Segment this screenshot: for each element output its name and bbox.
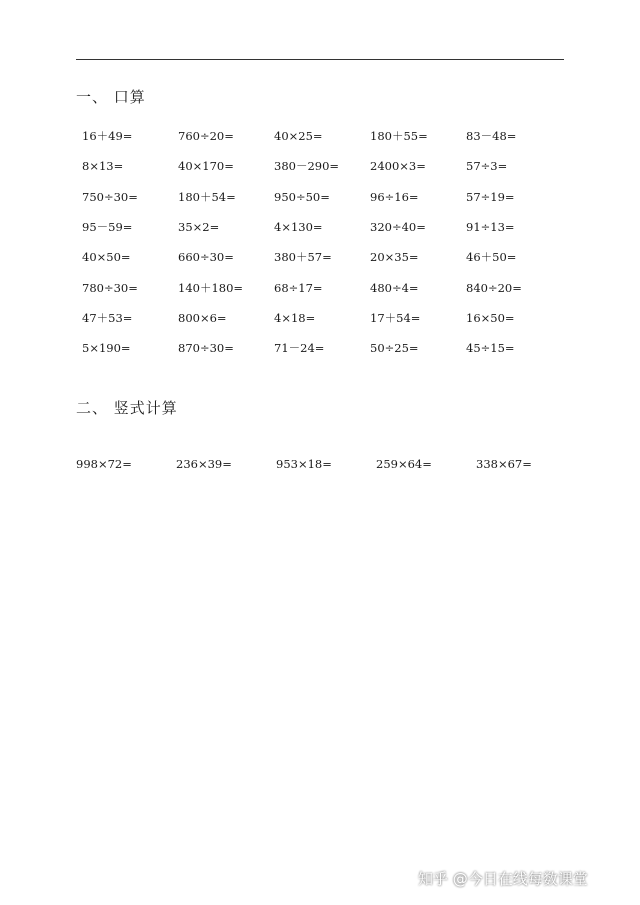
oral-problem: 95－59= bbox=[82, 220, 133, 235]
oral-problem: 140＋180= bbox=[178, 280, 244, 295]
oral-problem: 40×25= bbox=[274, 129, 323, 144]
oral-problem: 50÷25= bbox=[370, 341, 419, 356]
oral-problem: 4×130= bbox=[274, 220, 323, 235]
oral-problem: 780÷30= bbox=[82, 280, 138, 295]
oral-problem: 57÷19= bbox=[466, 189, 515, 204]
top-rule bbox=[76, 59, 564, 60]
oral-problem: 950÷50= bbox=[274, 189, 330, 204]
oral-problem: 380＋57= bbox=[274, 250, 332, 265]
oral-row bbox=[82, 333, 562, 363]
oral-row bbox=[82, 212, 562, 242]
oral-problem: 83－48= bbox=[466, 129, 517, 144]
oral-problem: 71－24= bbox=[274, 341, 325, 356]
oral-row bbox=[82, 272, 562, 302]
oral-problem: 2400×3= bbox=[370, 159, 426, 174]
oral-row bbox=[82, 303, 562, 333]
oral-problem: 5×190= bbox=[82, 341, 131, 356]
vertical-problem: 998×72= bbox=[76, 457, 132, 471]
oral-problem: 180＋54= bbox=[178, 189, 236, 204]
oral-calc-grid bbox=[82, 121, 562, 363]
oral-row bbox=[82, 242, 562, 272]
oral-problem: 47＋53= bbox=[82, 310, 133, 325]
vertical-problem: 953×18= bbox=[276, 457, 332, 471]
oral-row bbox=[82, 151, 562, 181]
oral-row bbox=[82, 182, 562, 212]
vertical-problem: 259×64= bbox=[376, 457, 432, 471]
watermark: 知乎 @今日在线每数课堂 bbox=[418, 870, 588, 888]
oral-problem: 57÷3= bbox=[466, 159, 508, 174]
oral-problem: 40×50= bbox=[82, 250, 131, 265]
oral-problem: 45÷15= bbox=[466, 341, 515, 356]
oral-problem: 750÷30= bbox=[82, 189, 138, 204]
section-title-vertical: 二、 竖式计算 bbox=[76, 399, 178, 417]
vertical-problem: 338×67= bbox=[476, 457, 532, 471]
oral-problem: 20×35= bbox=[370, 250, 419, 265]
oral-problem: 16＋49= bbox=[82, 129, 133, 144]
oral-problem: 4×18= bbox=[274, 310, 316, 325]
oral-problem: 16×50= bbox=[466, 310, 515, 325]
vertical-calc-row bbox=[76, 457, 576, 471]
oral-problem: 8×13= bbox=[82, 159, 124, 174]
oral-problem: 480÷4= bbox=[370, 280, 419, 295]
oral-problem: 46＋50= bbox=[466, 250, 517, 265]
oral-problem: 840÷20= bbox=[466, 280, 522, 295]
oral-problem: 180＋55= bbox=[370, 129, 428, 144]
oral-problem: 40×170= bbox=[178, 159, 234, 174]
oral-problem: 35×2= bbox=[178, 220, 220, 235]
oral-problem: 760÷20= bbox=[178, 129, 234, 144]
oral-problem: 17＋54= bbox=[370, 310, 421, 325]
oral-problem: 660÷30= bbox=[178, 250, 234, 265]
oral-problem: 320÷40= bbox=[370, 220, 426, 235]
oral-row bbox=[82, 121, 562, 151]
oral-problem: 870÷30= bbox=[178, 341, 234, 356]
oral-problem: 800×6= bbox=[178, 310, 227, 325]
oral-problem: 68÷17= bbox=[274, 280, 323, 295]
section-title-oral: 一、 口算 bbox=[76, 88, 146, 106]
oral-problem: 96÷16= bbox=[370, 189, 419, 204]
oral-problem: 380－290= bbox=[274, 159, 340, 174]
oral-problem: 91÷13= bbox=[466, 220, 515, 235]
vertical-problem: 236×39= bbox=[176, 457, 232, 471]
